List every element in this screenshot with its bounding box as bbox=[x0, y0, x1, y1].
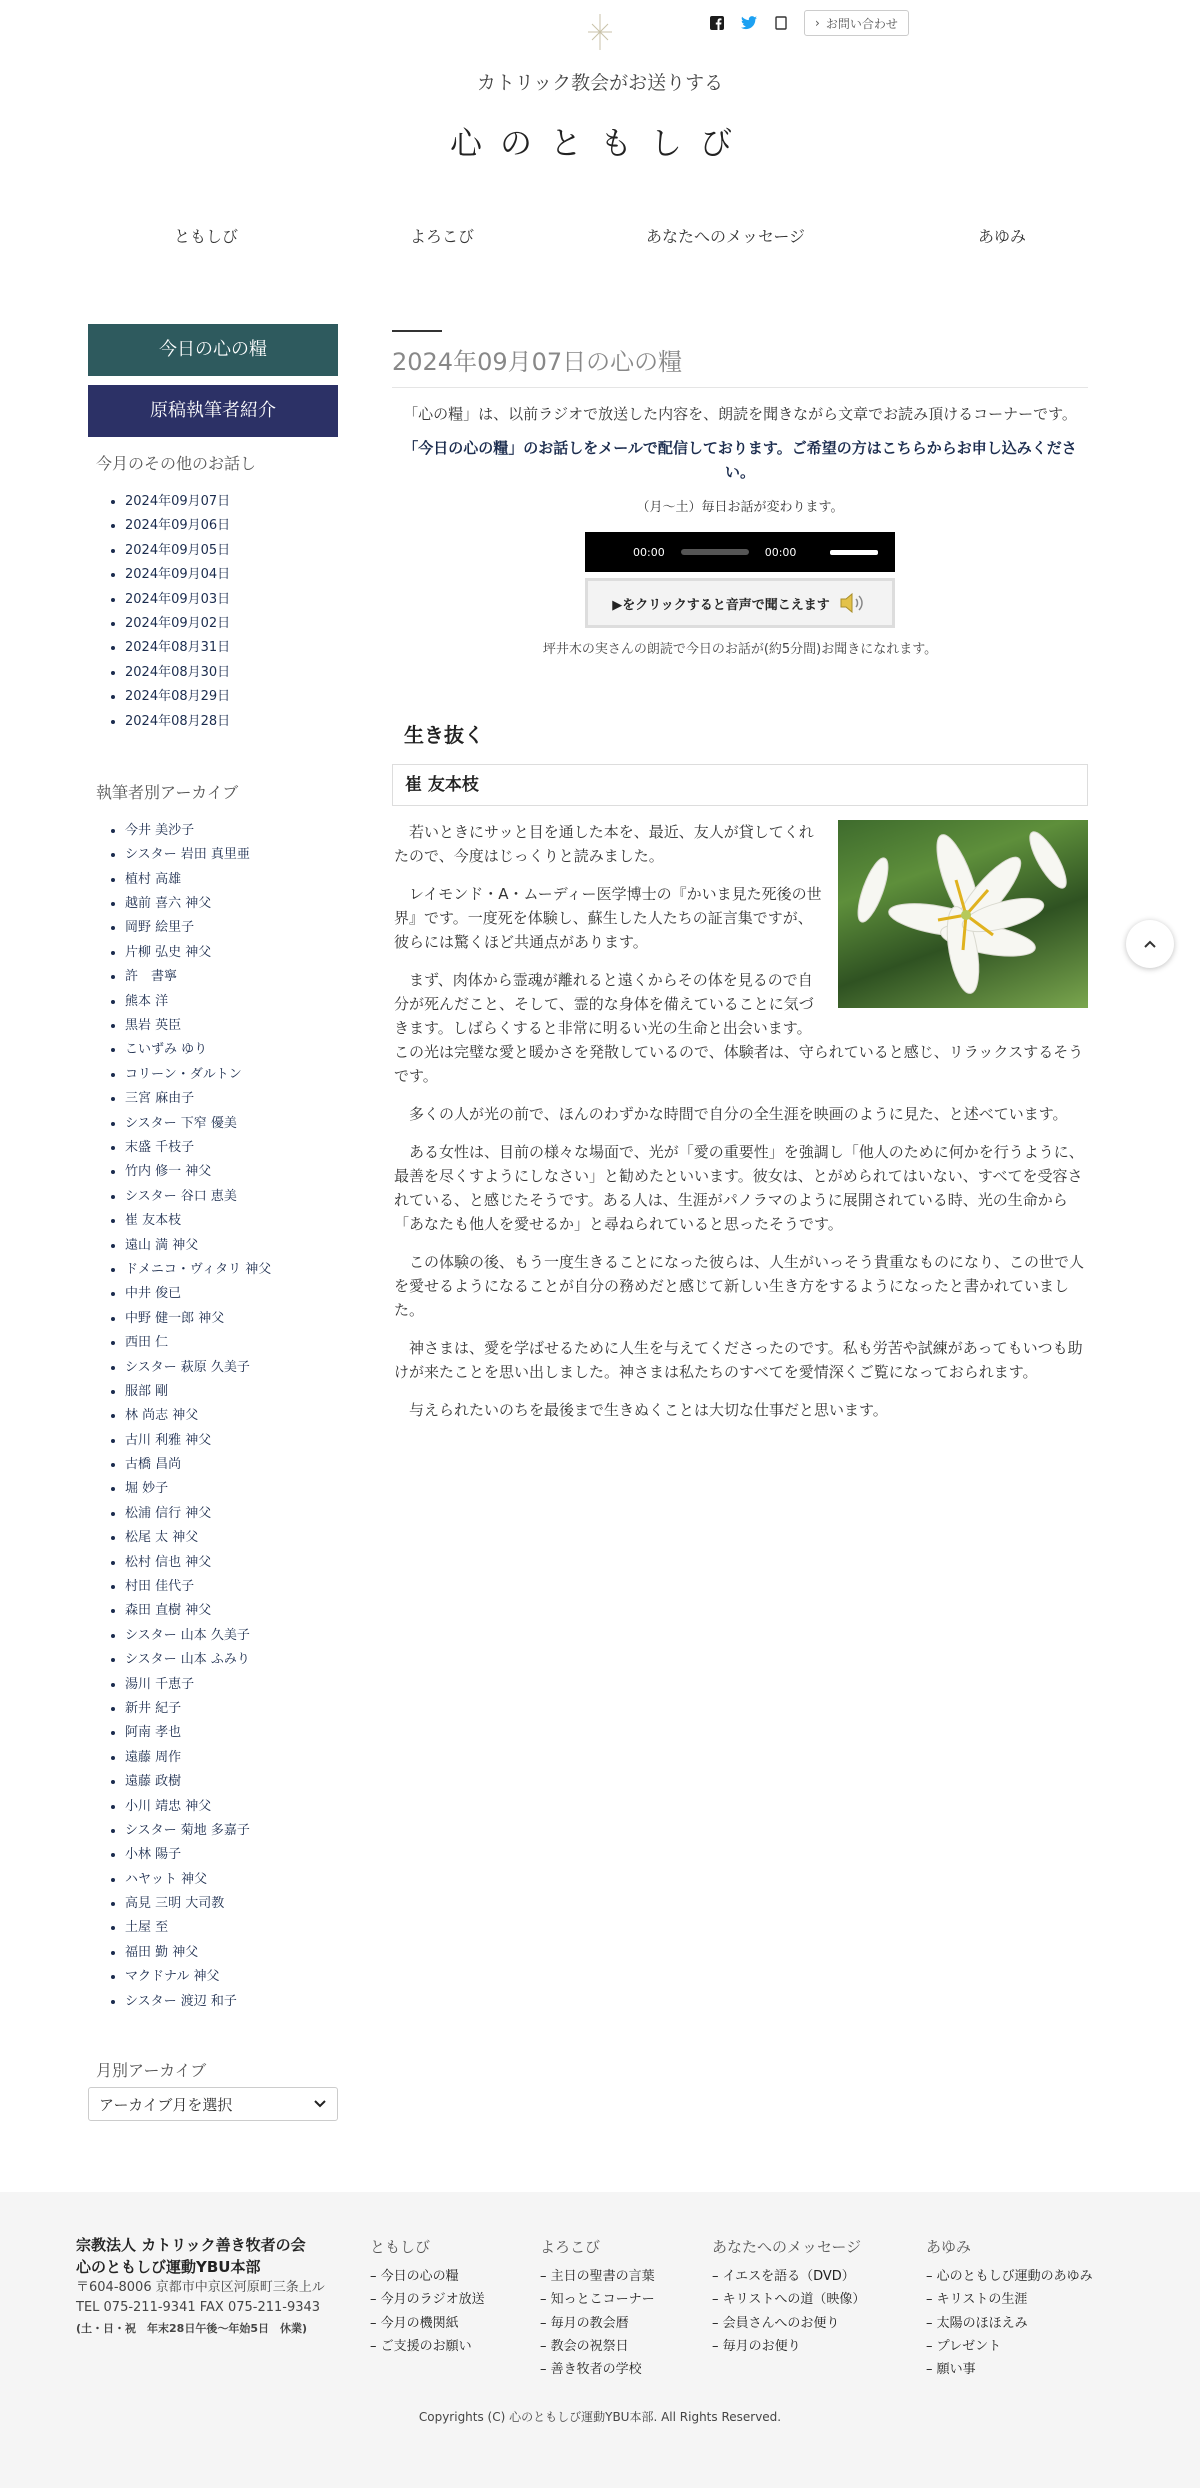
player-progress-bar[interactable] bbox=[681, 549, 749, 555]
footer-link[interactable] bbox=[370, 2335, 485, 2358]
author-link[interactable]: • 西田 仁 bbox=[125, 1331, 338, 1355]
author-link[interactable]: • 土屋 至 bbox=[125, 1916, 338, 1940]
author-link[interactable]: • 森田 直樹 神父 bbox=[125, 1599, 338, 1623]
author-link[interactable]: • 片柳 弘史 神父 bbox=[125, 941, 338, 965]
daily-note: （月〜土）毎日お話が変わります。 bbox=[636, 500, 844, 515]
footer-col-heading[interactable]: ともしび bbox=[370, 2238, 431, 2256]
dash-bullet: – bbox=[540, 2338, 551, 2354]
play-audio-button[interactable] bbox=[585, 578, 895, 628]
author-link[interactable]: • 湯川 千恵子 bbox=[125, 1673, 338, 1697]
dash-bullet: – bbox=[926, 2362, 937, 2378]
date-link[interactable]: • 2024年09月06日 bbox=[125, 514, 338, 538]
author-link[interactable]: • 高見 三明 大司教 bbox=[125, 1892, 338, 1916]
chevron-down-icon bbox=[313, 2099, 327, 2109]
footer-link-label: キリストの生涯 bbox=[936, 2292, 1028, 2308]
author-link[interactable]: • 越前 喜六 神父 bbox=[125, 892, 338, 916]
dash-bullet: – bbox=[370, 2338, 381, 2354]
writers-button[interactable]: 原稿執筆者紹介 bbox=[88, 385, 338, 437]
author-link[interactable]: • 村田 佳代子 bbox=[125, 1575, 338, 1599]
author-link[interactable]: • シスター 下窄 優美 bbox=[125, 1112, 338, 1136]
dash-bullet: – bbox=[370, 2292, 381, 2308]
author-link[interactable]: • シスター 萩原 久美子 bbox=[125, 1356, 338, 1380]
org-holiday: (土・日・祝 年末28日午後〜年始5日 休業) bbox=[76, 2322, 308, 2335]
author-link[interactable]: • シスター 山本 久美子 bbox=[125, 1624, 338, 1648]
author-link[interactable]: • ハヤット 神父 bbox=[125, 1868, 338, 1892]
footer-link[interactable] bbox=[712, 2288, 865, 2311]
dash-bullet: – bbox=[712, 2315, 723, 2331]
date-link[interactable]: • 2024年09月03日 bbox=[125, 588, 338, 612]
main-nav bbox=[0, 224, 1200, 248]
footer-link-label: 今日の心の糧 bbox=[380, 2269, 459, 2284]
article-paragraph: この体験の後、もう一度生きることになった彼らは、人生がいっそう貴重なものになり、この世で人を愛せるようになることが自分の務めだと感じて新しい生き方をするようになったと書かれていました。 bbox=[394, 1253, 1085, 1319]
author-list bbox=[88, 819, 338, 2014]
org-sub: 心のともしび運動YBU本部 bbox=[76, 2258, 261, 2276]
player-volume-bar[interactable] bbox=[830, 550, 878, 555]
contact-label: お問い合わせ bbox=[825, 16, 898, 31]
dash-bullet: – bbox=[370, 2269, 381, 2284]
site-title[interactable]: 心のともしび bbox=[449, 124, 750, 162]
dash-bullet: – bbox=[540, 2269, 551, 2284]
author-link[interactable]: • 末盛 千枝子 bbox=[125, 1136, 338, 1160]
footer-link[interactable] bbox=[926, 2358, 1093, 2381]
footer-link[interactable] bbox=[540, 2288, 655, 2311]
date-link[interactable]: • 2024年08月31日 bbox=[125, 636, 338, 660]
date-link[interactable]: • 2024年09月07日 bbox=[125, 490, 338, 514]
footer-link[interactable] bbox=[712, 2312, 865, 2335]
author-link[interactable]: • シスター 谷口 恵美 bbox=[125, 1185, 338, 1209]
month-archive-heading: 月別アーカイブ bbox=[96, 2061, 207, 2081]
author-link[interactable]: • 松村 信也 神父 bbox=[125, 1551, 338, 1575]
org-address: 〒604-8006 京都市中京区河原町三条上ル bbox=[76, 2280, 325, 2295]
author-link[interactable]: • 古橋 昌尚 bbox=[125, 1453, 338, 1477]
footer-link[interactable] bbox=[540, 2335, 655, 2358]
play-note: 坪井木の実さんの朗読で今日のお話が(約5分間)お聞きになれます。 bbox=[542, 642, 938, 657]
article-paragraph: 多くの人が光の前で、ほんのわずかな時間で自分の全生涯を映画のように見た、と述べています。 bbox=[409, 1105, 1068, 1123]
dash-bullet: – bbox=[926, 2315, 937, 2331]
nav-item-yorokobi[interactable]: よろこび bbox=[410, 227, 475, 246]
author-link[interactable]: • 小林 陽子 bbox=[125, 1843, 338, 1867]
footer-link-label: 願い事 bbox=[936, 2362, 976, 2378]
speaker-icon bbox=[838, 591, 868, 615]
footer-link[interactable] bbox=[540, 2358, 655, 2381]
dash-bullet: – bbox=[926, 2292, 937, 2308]
footer-col-heading[interactable]: あゆみ bbox=[926, 2238, 972, 2256]
footer-link-label: 毎月のお便り bbox=[722, 2338, 801, 2354]
footer bbox=[0, 2192, 1200, 2488]
sidebar bbox=[88, 324, 338, 2121]
footer-link-label: 主日の聖書の言葉 bbox=[550, 2269, 655, 2284]
date-link[interactable]: • 2024年09月02日 bbox=[125, 612, 338, 636]
contact-button[interactable] bbox=[804, 10, 909, 36]
author-archive-heading: 執筆者別アーカイブ bbox=[96, 782, 239, 802]
top-bar bbox=[708, 10, 909, 36]
chevron-right-icon: › bbox=[815, 16, 820, 30]
dash-bullet: – bbox=[370, 2315, 381, 2331]
article-body bbox=[392, 820, 1088, 1422]
org-tel: TEL 075-211-9341 FAX 075-211-9343 bbox=[76, 2300, 321, 2315]
nav-item-ayumi[interactable]: あゆみ bbox=[978, 227, 1027, 246]
author-link[interactable]: • 中野 健一郎 神父 bbox=[125, 1307, 338, 1331]
dash-bullet: – bbox=[712, 2292, 723, 2308]
author-link[interactable]: • 今井 美沙子 bbox=[125, 819, 338, 843]
month-archive-select[interactable] bbox=[88, 2087, 338, 2121]
footer-link-label: 毎月の教会暦 bbox=[550, 2315, 629, 2331]
author-link[interactable]: • 竹内 修一 神父 bbox=[125, 1160, 338, 1184]
footer-link[interactable] bbox=[926, 2265, 1093, 2288]
date-link[interactable]: • 2024年08月30日 bbox=[125, 661, 338, 685]
author-link[interactable]: • 小川 靖忠 神父 bbox=[125, 1795, 338, 1819]
scroll-to-top-button[interactable] bbox=[1126, 920, 1174, 968]
story-title: 生き抜く bbox=[404, 723, 484, 747]
chevron-up-icon bbox=[1143, 939, 1157, 949]
footer-link-label: キリストへの道（映像） bbox=[722, 2292, 866, 2308]
copyright: Copyrights (C) 心のともしび運動YBU本部. All Rights Reserved. bbox=[418, 2410, 782, 2424]
author-link[interactable]: • 中井 俊已 bbox=[125, 1282, 338, 1306]
author-link[interactable]: • 三宮 麻由子 bbox=[125, 1087, 338, 1111]
author-link[interactable]: • 熊本 洋 bbox=[125, 990, 338, 1014]
footer-link-label: 善き牧者の学校 bbox=[550, 2362, 642, 2378]
article-paragraph: 与えられたいのちを最後まで生きぬくことは大切な仕事だと思います。 bbox=[409, 1401, 888, 1419]
audio-player[interactable] bbox=[585, 532, 895, 572]
mail-subscribe-link[interactable]: 「今日の心の糧」のお話しをメールで配信しております。ご希望の方はこちらからお申し込みください。 bbox=[403, 439, 1077, 481]
facebook-icon[interactable] bbox=[708, 14, 726, 32]
author-link[interactable]: • 遠山 満 神父 bbox=[125, 1234, 338, 1258]
dash-bullet: – bbox=[540, 2315, 551, 2331]
article-paragraph: まず、肉体から霊魂が離れると遠くからその体を見るので自分が死んだこと、そして、霊的な身体を備えていることに気づきます。しばらくすると非常に明るい光の生命と出会います。この光は完璧な愛と暖かさを発散しているので、体験者は、守られていると感じ、リラックスするそうです。 bbox=[394, 971, 1084, 1085]
date-link[interactable]: • 2024年09月04日 bbox=[125, 563, 338, 587]
footer-col-message bbox=[712, 2236, 865, 2358]
author-link[interactable]: • 阿南 孝也 bbox=[125, 1721, 338, 1745]
dash-bullet: – bbox=[926, 2338, 937, 2354]
author-link[interactable]: • シスター 菊地 多嘉子 bbox=[125, 1819, 338, 1843]
dash-bullet: – bbox=[540, 2292, 551, 2308]
author-link[interactable]: • 黒岩 英臣 bbox=[125, 1014, 338, 1038]
main-content bbox=[392, 324, 1088, 1436]
flower-image bbox=[838, 820, 1088, 1008]
footer-link[interactable] bbox=[712, 2335, 865, 2358]
article-paragraph: 神さまは、愛を学ばせるために人生を与えてくださったのです。私も労苦や試練があってもいつも助けが来たことを思い出しました。神さまは私たちのすべてを愛情深くご覧になっておられます。 bbox=[394, 1339, 1083, 1381]
nav-item-tomoshibi[interactable]: ともしび bbox=[174, 227, 239, 246]
date-link[interactable]: • 2024年08月29日 bbox=[125, 685, 338, 709]
footer-link-label: イエスを語る（DVD） bbox=[722, 2269, 855, 2284]
footer-link-label: 心のともしび運動のあゆみ bbox=[936, 2269, 1093, 2284]
article-paragraph: 若いときにサッと目を通した本を、最近、友人が貸してくれたので、今度はじっくりと読みました。 bbox=[394, 823, 814, 865]
author-link[interactable]: • 松尾 太 神父 bbox=[125, 1526, 338, 1550]
footer-link[interactable] bbox=[540, 2312, 655, 2335]
author-link[interactable]: • シスター 山本 ふみり bbox=[125, 1648, 338, 1672]
author-link[interactable]: • 古川 利雅 神父 bbox=[125, 1429, 338, 1453]
nav-item-message[interactable]: あなたへのメッセージ bbox=[646, 227, 806, 246]
author-name: 崔 友本枝 bbox=[392, 764, 1088, 806]
footer-link-label: 会員さんへのお便り bbox=[722, 2315, 840, 2331]
footer-col-tomoshibi bbox=[370, 2236, 485, 2358]
dash-bullet: – bbox=[926, 2269, 937, 2284]
today-button[interactable]: 今日の心の糧 bbox=[88, 324, 338, 376]
footer-col-heading[interactable]: よろこび bbox=[540, 2238, 601, 2256]
footer-link-label: 今月のラジオ放送 bbox=[380, 2292, 485, 2308]
footer-link-label: 今月の機関紙 bbox=[380, 2315, 459, 2331]
author-link[interactable]: • 遠藤 政樹 bbox=[125, 1770, 338, 1794]
site-subtitle: カトリック教会がお送りする bbox=[476, 72, 724, 94]
footer-link[interactable] bbox=[926, 2335, 1093, 2358]
author-link[interactable]: • 新井 紀子 bbox=[125, 1697, 338, 1721]
footer-link-label: ご支援のお願い bbox=[380, 2338, 472, 2354]
logo-star-icon bbox=[585, 12, 615, 52]
author-link[interactable]: • 遠藤 周作 bbox=[125, 1746, 338, 1770]
dash-bullet: – bbox=[540, 2362, 551, 2378]
date-link[interactable]: • 2024年09月05日 bbox=[125, 539, 338, 563]
footer-col-yorokobi bbox=[540, 2236, 655, 2381]
author-link[interactable]: • コリーン・ダルトン bbox=[125, 1063, 338, 1087]
author-link[interactable]: • 許 書寧 bbox=[125, 965, 338, 989]
author-link[interactable]: • 服部 剛 bbox=[125, 1380, 338, 1404]
footer-link-label: 太陽のほほえみ bbox=[936, 2315, 1028, 2331]
author-link[interactable]: • 植村 高雄 bbox=[125, 868, 338, 892]
footer-link-label: プレゼント bbox=[936, 2338, 1002, 2354]
twitter-icon[interactable] bbox=[740, 14, 758, 32]
dash-bullet: – bbox=[712, 2338, 723, 2354]
dash-bullet: – bbox=[712, 2269, 723, 2284]
title-accent-bar bbox=[392, 330, 442, 332]
footer-link[interactable] bbox=[712, 2265, 865, 2288]
author-link[interactable]: • 崔 友本枝 bbox=[125, 1209, 338, 1233]
author-link[interactable]: • 松浦 信行 神父 bbox=[125, 1502, 338, 1526]
footer-link[interactable] bbox=[926, 2312, 1093, 2335]
footer-link[interactable] bbox=[370, 2265, 485, 2288]
date-link[interactable]: • 2024年08月28日 bbox=[125, 710, 338, 734]
footer-col-heading[interactable]: あなたへのメッセージ bbox=[712, 2238, 862, 2256]
date-list bbox=[88, 490, 338, 734]
author-link[interactable]: • シスター 岩田 真里亜 bbox=[125, 843, 338, 867]
page-title: 2024年09月07日の心の糧 bbox=[392, 342, 1088, 388]
footer-link-label: 教会の祝祭日 bbox=[550, 2338, 629, 2354]
month-select-value: アーカイブ月を選択 bbox=[99, 2095, 233, 2114]
footer-link-label: 知っとこコーナー bbox=[550, 2292, 655, 2308]
footer-link[interactable] bbox=[926, 2288, 1093, 2311]
author-link[interactable]: • シスター 渡辺 和子 bbox=[125, 1990, 338, 2014]
article-paragraph: ある女性は、目前の様々な場面で、光が「愛の重要性」を強調し「他人のために何かを行うように、最善を尽くすようにしなさい」と勧めたといいます。彼女は、とがめられてはいない、すべてを受容されている、と感じたそうです。ある人は、生涯がパノラマのように展開されている時、光の生命から「あなたも他人を愛せるか」と尋ねられていると思ったそうです。 bbox=[394, 1143, 1084, 1233]
author-link[interactable]: • ドメニコ・ヴィタリ 神父 bbox=[125, 1258, 338, 1282]
author-link[interactable]: • 岡野 絵里子 bbox=[125, 916, 338, 940]
author-link[interactable]: • 林 尚志 神父 bbox=[125, 1404, 338, 1428]
article-paragraph: レイモンド・A・ムーディー医学博士の『かいま見た死後の世界』です。一度死を体験し、蘇生した人たちの証言集ですが、彼らには驚くほど共通点があります。 bbox=[394, 885, 822, 951]
footer-col-ayumi bbox=[926, 2236, 1093, 2381]
footer-org bbox=[76, 2234, 325, 2340]
org-name: 宗教法人 カトリック善き牧者の会 bbox=[76, 2236, 306, 2254]
author-link[interactable]: • 堀 妙子 bbox=[125, 1477, 338, 1501]
author-link[interactable]: • 福田 勤 神父 bbox=[125, 1941, 338, 1965]
author-link[interactable]: • こいずみ ゆり bbox=[125, 1038, 338, 1062]
footer-link[interactable] bbox=[540, 2265, 655, 2288]
other-stories-heading: 今月のその他のお話し bbox=[96, 454, 257, 473]
footer-link[interactable] bbox=[370, 2312, 485, 2335]
intro-text: 「心の糧」は、以前ラジオで放送した内容を、朗読を聞きながら文章でお読み頂けるコーナーです。 bbox=[403, 405, 1077, 423]
player-current-time: 00:00 bbox=[633, 545, 665, 559]
play-button-label: ▶をクリックすると音声で聞こえます bbox=[612, 597, 830, 613]
instagram-icon[interactable] bbox=[772, 14, 790, 32]
footer-link[interactable] bbox=[370, 2288, 485, 2311]
author-link[interactable]: • マクドナル 神父 bbox=[125, 1965, 338, 1989]
player-total-time: 00:00 bbox=[764, 545, 797, 559]
